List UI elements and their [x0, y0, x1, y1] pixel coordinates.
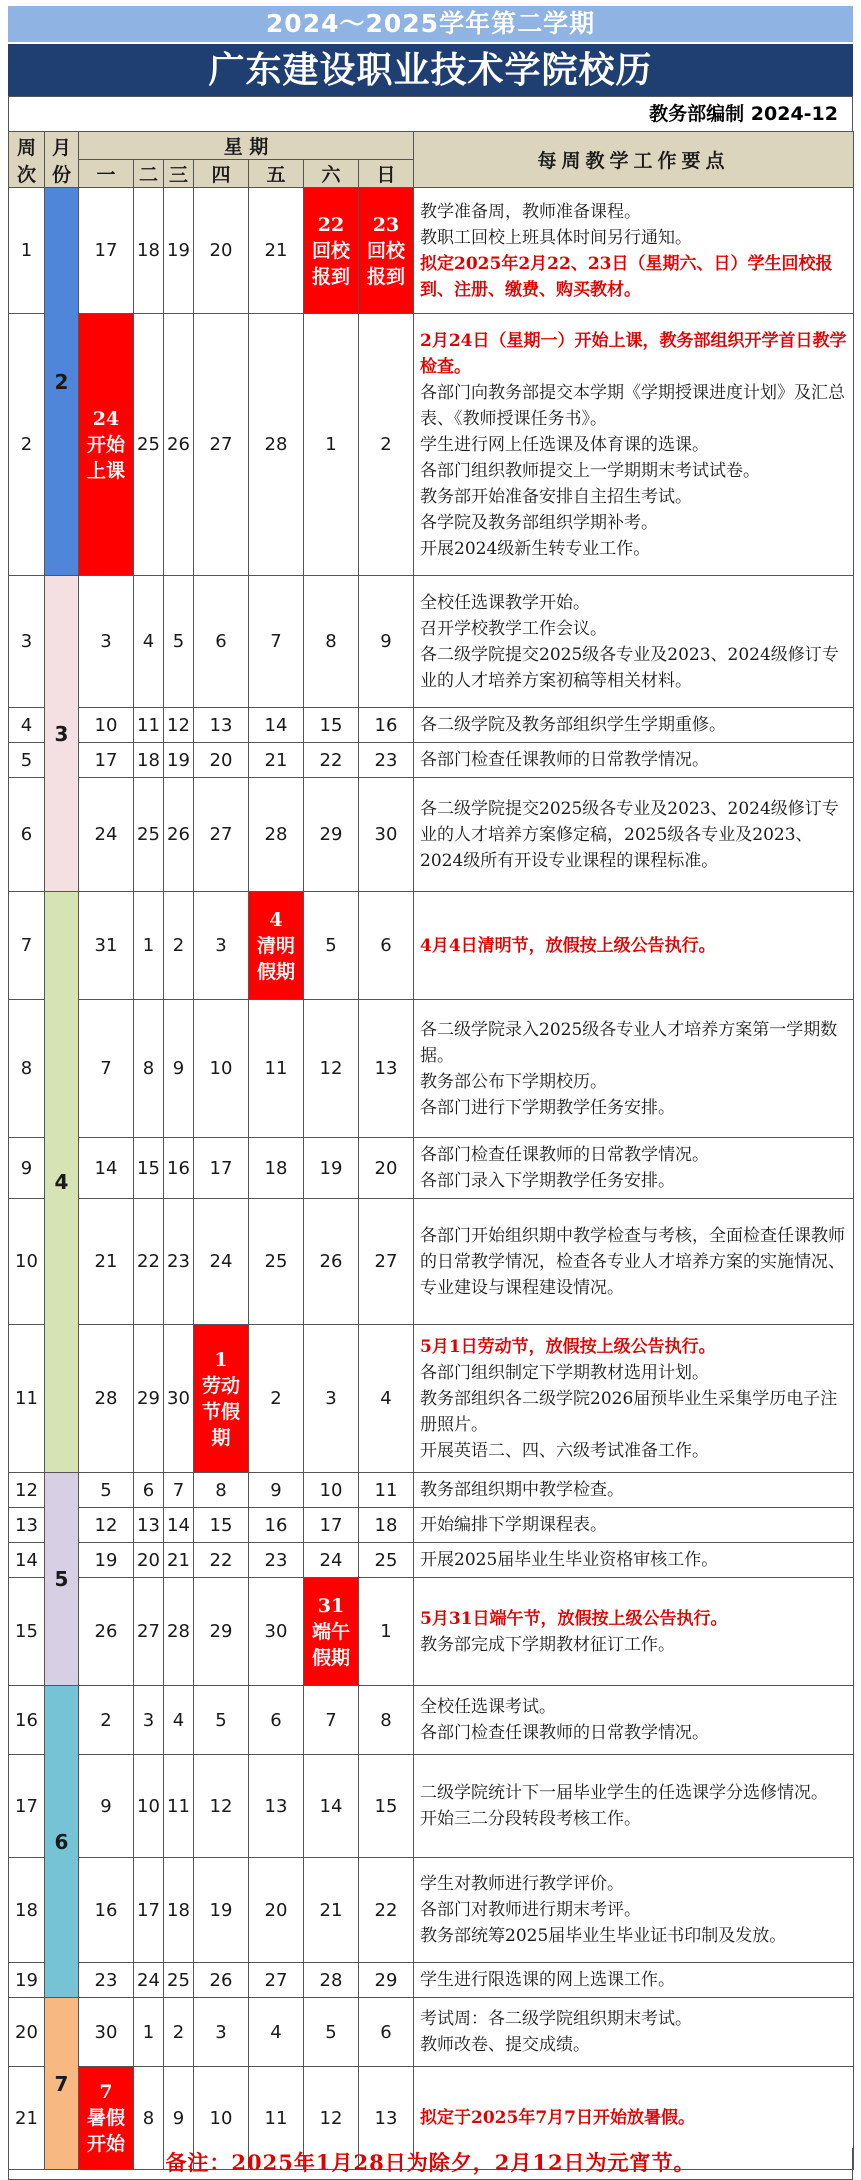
- weekday-header: 四: [194, 160, 249, 188]
- day-cell: 30: [164, 1325, 194, 1473]
- holiday-label-line: 回校: [367, 239, 406, 262]
- week-row: [9, 1858, 854, 1963]
- note-line: 教学准备周，教师准备课程。: [420, 201, 642, 222]
- day-cell: 8: [359, 1686, 414, 1755]
- weekday-header: 六: [304, 160, 359, 188]
- day-cell: 20: [194, 188, 249, 314]
- day-cell: 19: [304, 1138, 359, 1199]
- day-cell: 15: [304, 708, 359, 743]
- day-cell: 17: [79, 743, 134, 778]
- day-cell: 2: [359, 314, 414, 576]
- week-number: 6: [9, 778, 45, 892]
- calendar-title: 广东建设职业技术学院校历: [8, 44, 853, 96]
- day-cell: 27: [134, 1578, 164, 1686]
- day-cell: 17: [79, 188, 134, 314]
- holiday-label-line: 端午: [311, 1620, 350, 1643]
- weekday-group-header: 星 期: [79, 132, 414, 160]
- day-cell: 4: [359, 1325, 414, 1473]
- day-cell: 3: [194, 1998, 249, 2067]
- week-number: 2: [9, 314, 45, 576]
- note-line: 各部门对教师进行期末考评。: [420, 1900, 642, 1920]
- week-notes: [414, 576, 854, 708]
- week-row: [9, 708, 854, 743]
- week-row: [9, 1138, 854, 1199]
- day-cell: 29: [359, 1963, 414, 1998]
- day-cell: 25: [164, 1963, 194, 1998]
- issuer-text: 教务部编制 2024-12: [649, 103, 838, 125]
- holiday-cell: [79, 314, 134, 576]
- day-cell: 29: [194, 1578, 249, 1686]
- day-cell: 6: [134, 1473, 164, 1508]
- week-notes: [414, 708, 854, 743]
- day-cell: 9: [359, 576, 414, 708]
- week-notes: [414, 1755, 854, 1858]
- holiday-cell: [359, 188, 414, 314]
- week-row: [9, 1543, 854, 1578]
- week-row: [9, 1508, 854, 1543]
- day-cell: 7: [164, 1473, 194, 1508]
- day-cell: 26: [164, 778, 194, 892]
- note-line: 学生对教师进行教学评价。: [420, 1874, 625, 1894]
- day-cell: 7: [304, 1686, 359, 1755]
- month-cell: 6: [45, 1686, 79, 1998]
- note-line: 各二级学院提交2025级各专业及2023、2024级修订专业的人才培养方案初稿等相关材料。: [420, 644, 839, 691]
- holiday-label-line: 劳动: [201, 1374, 240, 1397]
- holiday-label-line: 7: [99, 2081, 113, 2103]
- day-cell: 14: [164, 1508, 194, 1543]
- day-cell: 30: [249, 1578, 304, 1686]
- day-cell: 26: [304, 1199, 359, 1325]
- day-cell: 15: [359, 1755, 414, 1858]
- day-cell: 24: [304, 1543, 359, 1578]
- note-line: 各部门组织教师提交上一学期期末考试试卷。: [420, 460, 761, 481]
- holiday-label-line: 暑假: [86, 2107, 125, 2129]
- day-cell: 10: [304, 1473, 359, 1508]
- day-cell: 21: [79, 1199, 134, 1325]
- day-cell: 10: [134, 1755, 164, 1858]
- week-notes: [414, 1000, 854, 1138]
- day-cell: 6: [194, 576, 249, 708]
- holiday-label-line: 上课: [86, 459, 125, 482]
- day-cell: 20: [249, 1858, 304, 1963]
- day-cell: 10: [79, 708, 134, 743]
- note-line: 全校任选课考试。: [420, 1697, 557, 1717]
- day-cell: 19: [164, 188, 194, 314]
- note-line: 全校任选课教学开始。: [420, 592, 591, 613]
- note-line: 考试周：各二级学院组织期末考试。: [420, 2009, 693, 2029]
- day-cell: 17: [134, 1858, 164, 1963]
- note-line: 教务部组织各二级学院2026届预毕业生采集学历电子注册照片。: [420, 1388, 838, 1435]
- week-number: 18: [9, 1858, 45, 1963]
- day-cell: 5: [194, 1686, 249, 1755]
- day-cell: 4: [134, 576, 164, 708]
- day-cell: 21: [164, 1543, 194, 1578]
- day-cell: 27: [194, 778, 249, 892]
- note-line: 开始编排下学期课程表。: [420, 1515, 608, 1535]
- day-cell: 3: [194, 892, 249, 1000]
- day-cell: 12: [79, 1508, 134, 1543]
- day-cell: 11: [134, 708, 164, 743]
- day-cell: 2: [164, 1998, 194, 2067]
- month-cell: 7: [45, 1998, 79, 2170]
- day-cell: 28: [249, 314, 304, 576]
- highlight-note: 4月4日清明节，放假按上级公告执行。: [420, 935, 716, 956]
- day-cell: 1: [304, 314, 359, 576]
- week-number: 20: [9, 1998, 45, 2067]
- day-cell: 1: [134, 892, 164, 1000]
- day-cell: 11: [164, 1755, 194, 1858]
- week-number: 8: [9, 1000, 45, 1138]
- school-calendar-table: [8, 131, 854, 2170]
- day-cell: 13: [249, 1755, 304, 1858]
- day-cell: 28: [164, 1578, 194, 1686]
- note-line: 各部门进行下学期教学任务安排。: [420, 1097, 676, 1118]
- day-cell: 22: [194, 1543, 249, 1578]
- day-cell: 23: [249, 1543, 304, 1578]
- week-notes: [414, 1325, 854, 1473]
- week-row: [9, 314, 854, 576]
- week-notes: [414, 1138, 854, 1199]
- week-row: [9, 1686, 854, 1755]
- week-notes: [414, 892, 854, 1000]
- day-cell: 30: [79, 1998, 134, 2067]
- weekday-header: 日: [359, 160, 414, 188]
- holiday-label-line: 24: [92, 407, 120, 430]
- holiday-label-line: 清明: [256, 934, 295, 957]
- month-cell: 5: [45, 1473, 79, 1686]
- day-cell: 5: [164, 576, 194, 708]
- note-line: 教职工回校上班具体时间另行通知。: [420, 227, 693, 248]
- holiday-cell: [304, 1578, 359, 1686]
- day-cell: 9: [79, 1755, 134, 1858]
- day-cell: 14: [79, 1138, 134, 1199]
- week-notes: [414, 1686, 854, 1755]
- note-line: 学生进行网上任选课及体育课的选课。: [420, 434, 710, 455]
- day-cell: 29: [304, 778, 359, 892]
- day-cell: 21: [249, 743, 304, 778]
- day-cell: 3: [79, 576, 134, 708]
- day-cell: 28: [79, 1325, 134, 1473]
- day-cell: 25: [359, 1543, 414, 1578]
- day-cell: 5: [304, 892, 359, 1000]
- day-cell: 13: [194, 708, 249, 743]
- week-row: [9, 1578, 854, 1686]
- week-row: [9, 576, 854, 708]
- holiday-label-line: 开始: [86, 433, 125, 456]
- holiday-label-line: 假期: [256, 960, 295, 983]
- weekday-header: 三: [164, 160, 194, 188]
- week-row: [9, 1755, 854, 1858]
- day-cell: 15: [134, 1138, 164, 1199]
- day-cell: 2: [79, 1686, 134, 1755]
- week-number: 11: [9, 1325, 45, 1473]
- note-line: 各学院及教务部组织学期补考。: [420, 512, 659, 533]
- month-cell: 2: [45, 188, 79, 576]
- note-line: 开展2025届毕业生毕业资格审核工作。: [420, 1550, 719, 1570]
- day-cell: 19: [164, 743, 194, 778]
- day-cell: 23: [79, 1963, 134, 1998]
- academic-term-banner: 2024～2025学年第二学期: [8, 6, 853, 42]
- day-cell: 28: [249, 778, 304, 892]
- day-cell: 13: [359, 2067, 414, 2170]
- note-line: 学生进行限选课的网上选课工作。: [420, 1970, 676, 1990]
- day-cell: 9: [164, 2067, 194, 2170]
- day-cell: 13: [359, 1000, 414, 1138]
- day-cell: 14: [304, 1755, 359, 1858]
- week-number: 7: [9, 892, 45, 1000]
- holiday-label-line: 报到: [367, 265, 406, 288]
- week-number: 4: [9, 708, 45, 743]
- highlight-note: 5月1日劳动节，放假按上级公告执行。: [420, 1336, 716, 1357]
- day-cell: 23: [164, 1199, 194, 1325]
- day-cell: 3: [304, 1325, 359, 1473]
- week-notes: [414, 1543, 854, 1578]
- week-notes: [414, 1199, 854, 1325]
- day-cell: 6: [249, 1686, 304, 1755]
- week-row: [9, 778, 854, 892]
- week-number: 10: [9, 1199, 45, 1325]
- day-cell: 25: [134, 314, 164, 576]
- note-line: 教务部开始准备安排自主招生考试。: [420, 486, 693, 507]
- note-line: 各二级学院录入2025级各专业人才培养方案第一学期数据。: [420, 1019, 838, 1066]
- day-cell: 22: [359, 1858, 414, 1963]
- note-line: 各部门组织制定下学期教材选用计划。: [420, 1362, 710, 1383]
- week-row: [9, 743, 854, 778]
- holiday-cell: [249, 892, 304, 1000]
- holiday-label-line: 31: [317, 1594, 345, 1617]
- day-cell: 24: [79, 778, 134, 892]
- note-line: 各部门录入下学期教学任务安排。: [420, 1171, 676, 1191]
- highlight-note: 2月24日（星期一）开始上课，教务部组织开学首日教学检查。: [420, 330, 847, 377]
- week-notes: [414, 778, 854, 892]
- holiday-label-line: 期: [211, 1426, 231, 1449]
- day-cell: 20: [134, 1543, 164, 1578]
- highlight-note: 拟定2025年2月22、23日（星期六、日）学生回校报到、注册、缴费、购买教材。: [420, 253, 833, 300]
- day-cell: 18: [164, 1858, 194, 1963]
- day-cell: 22: [304, 743, 359, 778]
- footer-remark: 备注：2025年1月28日为除夕，2月12日为元宵节。: [8, 2148, 853, 2180]
- day-cell: 21: [249, 188, 304, 314]
- holiday-label-line: 23: [372, 213, 400, 236]
- day-cell: 27: [249, 1963, 304, 1998]
- day-cell: 18: [359, 1508, 414, 1543]
- week-row: [9, 1998, 854, 2067]
- week-notes: [414, 1998, 854, 2067]
- day-cell: 19: [79, 1543, 134, 1578]
- day-cell: 26: [164, 314, 194, 576]
- day-cell: 25: [249, 1199, 304, 1325]
- week-notes: [414, 1858, 854, 1963]
- note-line: 各二级学院提交2025级各专业及2023、2024级修订专业的人才培养方案修定稿，2025级各专业及2023、2024级所有开设专业课程的课程标准。: [420, 798, 839, 871]
- day-cell: 27: [359, 1199, 414, 1325]
- week-number: 15: [9, 1578, 45, 1686]
- day-cell: 19: [194, 1858, 249, 1963]
- note-line: 二级学院统计下一届毕业学生的任选课学分选修情况。: [420, 1783, 829, 1803]
- week-row: [9, 1325, 854, 1473]
- day-cell: 5: [304, 1998, 359, 2067]
- day-cell: 22: [134, 1199, 164, 1325]
- day-cell: 15: [194, 1508, 249, 1543]
- week-number: 12: [9, 1473, 45, 1508]
- day-cell: 16: [164, 1138, 194, 1199]
- day-cell: 18: [134, 743, 164, 778]
- week-notes: [414, 1508, 854, 1543]
- day-cell: 16: [359, 708, 414, 743]
- note-line: 召开学校教学工作会议。: [420, 618, 608, 639]
- day-cell: 21: [304, 1858, 359, 1963]
- week-row: [9, 1000, 854, 1138]
- day-cell: 28: [304, 1963, 359, 1998]
- week-number: 9: [9, 1138, 45, 1199]
- day-cell: 7: [79, 1000, 134, 1138]
- week-number: 17: [9, 1755, 45, 1858]
- day-cell: 14: [249, 708, 304, 743]
- holiday-label-line: 报到: [311, 265, 350, 288]
- holiday-cell: [304, 188, 359, 314]
- day-cell: 11: [249, 2067, 304, 2170]
- week-number: 19: [9, 1963, 45, 1998]
- day-cell: 2: [249, 1325, 304, 1473]
- note-line: 教务部公布下学期校历。: [420, 1071, 608, 1092]
- weekday-header: 二: [134, 160, 164, 188]
- day-cell: 5: [79, 1473, 134, 1508]
- day-cell: 29: [134, 1325, 164, 1473]
- day-cell: 16: [249, 1508, 304, 1543]
- day-cell: 9: [164, 1000, 194, 1138]
- day-cell: 26: [194, 1963, 249, 1998]
- day-cell: 1: [359, 1578, 414, 1686]
- week-row: [9, 1473, 854, 1508]
- note-line: 各部门检查任课教师的日常教学情况。: [420, 1145, 710, 1165]
- week-number: 21: [9, 2067, 45, 2170]
- holiday-label-line: 回校: [311, 239, 350, 262]
- week-number: 13: [9, 1508, 45, 1543]
- week-number: 14: [9, 1543, 45, 1578]
- note-line: 各二级学院及教务部组织学生学期重修。: [420, 715, 727, 735]
- holiday-label-line: 开始: [86, 2133, 125, 2155]
- day-cell: 27: [194, 314, 249, 576]
- day-cell: 24: [194, 1199, 249, 1325]
- day-cell: 25: [134, 778, 164, 892]
- day-cell: 12: [304, 1000, 359, 1138]
- note-line: 教师改卷、提交成绩。: [420, 2035, 591, 2055]
- week-row: [9, 1963, 854, 1998]
- note-line: 开始三二分段转段考核工作。: [420, 1809, 642, 1829]
- day-cell: 17: [194, 1138, 249, 1199]
- holiday-label-line: 4: [269, 908, 283, 931]
- day-cell: 8: [194, 1473, 249, 1508]
- day-cell: 10: [194, 2067, 249, 2170]
- day-cell: 31: [79, 892, 134, 1000]
- week-notes: [414, 1473, 854, 1508]
- note-line: 各部门检查任课教师的日常教学情况。: [420, 750, 710, 770]
- day-cell: 20: [194, 743, 249, 778]
- issuer-line: [8, 96, 853, 132]
- month-cell: 4: [45, 892, 79, 1473]
- day-cell: 18: [134, 188, 164, 314]
- day-cell: 6: [359, 892, 414, 1000]
- week-number: 16: [9, 1686, 45, 1755]
- week-notes: [414, 188, 854, 314]
- week-row: [9, 188, 854, 314]
- day-cell: 30: [359, 778, 414, 892]
- holiday-cell: [194, 1325, 249, 1473]
- day-cell: 8: [134, 1000, 164, 1138]
- day-cell: 13: [134, 1508, 164, 1543]
- week-column-header: 周次: [9, 132, 45, 188]
- day-cell: 4: [249, 1998, 304, 2067]
- highlight-note: 5月31日端午节，放假按上级公告执行。: [420, 1608, 728, 1629]
- week-notes: [414, 314, 854, 576]
- day-cell: 8: [134, 2067, 164, 2170]
- highlight-note: 拟定于2025年7月7日开始放暑假。: [420, 2108, 695, 2128]
- weekday-header: 一: [79, 160, 134, 188]
- note-line: 各部门向教务部提交本学期《学期授课进度计划》及汇总表、《教师授课任务书》。: [420, 382, 846, 429]
- week-notes: [414, 1578, 854, 1686]
- day-cell: 3: [134, 1686, 164, 1755]
- note-line: 教务部组织期中教学检查。: [420, 1480, 625, 1500]
- note-line: 开展2024级新生转专业工作。: [420, 538, 651, 559]
- week-notes: [414, 743, 854, 778]
- day-cell: 12: [164, 708, 194, 743]
- note-line: 开展英语二、四、六级考试准备工作。: [420, 1440, 710, 1461]
- day-cell: 1: [134, 1998, 164, 2067]
- holiday-label-line: 22: [317, 213, 345, 236]
- week-notes: [414, 1963, 854, 1998]
- day-cell: 26: [79, 1578, 134, 1686]
- holiday-label-line: 假期: [311, 1646, 350, 1669]
- day-cell: 24: [134, 1963, 164, 1998]
- week-number: 1: [9, 188, 45, 314]
- note-line: 各部门开始组织期中教学检查与考核，全面检查任课教师的日常教学情况，检查各专业人才培养方案的实施情况、专业建设与课程建设情况。: [420, 1225, 846, 1298]
- holiday-label-line: 1: [214, 1348, 228, 1371]
- weekday-header: 五: [249, 160, 304, 188]
- day-cell: 10: [194, 1000, 249, 1138]
- notes-column-header: 每周教学工作要点: [414, 132, 854, 188]
- day-cell: 6: [359, 1998, 414, 2067]
- day-cell: 20: [359, 1138, 414, 1199]
- day-cell: 2: [164, 892, 194, 1000]
- month-column-header: 月份: [45, 132, 79, 188]
- note-line: 教务部统筹2025届毕业生毕业证书印制及发放。: [420, 1926, 787, 1946]
- day-cell: 8: [304, 576, 359, 708]
- week-number: 5: [9, 743, 45, 778]
- week-number: 3: [9, 576, 45, 708]
- day-cell: 18: [249, 1138, 304, 1199]
- holiday-label-line: 节假: [201, 1400, 240, 1423]
- day-cell: 11: [249, 1000, 304, 1138]
- note-line: 各部门检查任课教师的日常教学情况。: [420, 1723, 710, 1743]
- day-cell: 17: [304, 1508, 359, 1543]
- day-cell: 9: [249, 1473, 304, 1508]
- week-row: [9, 1199, 854, 1325]
- day-cell: 12: [304, 2067, 359, 2170]
- month-cell: 3: [45, 576, 79, 892]
- day-cell: 23: [359, 743, 414, 778]
- day-cell: 11: [359, 1473, 414, 1508]
- day-cell: 16: [79, 1858, 134, 1963]
- day-cell: 7: [249, 576, 304, 708]
- day-cell: 4: [164, 1686, 194, 1755]
- note-line: 教务部完成下学期教材征订工作。: [420, 1634, 676, 1655]
- week-row: [9, 892, 854, 1000]
- day-cell: 12: [194, 1755, 249, 1858]
